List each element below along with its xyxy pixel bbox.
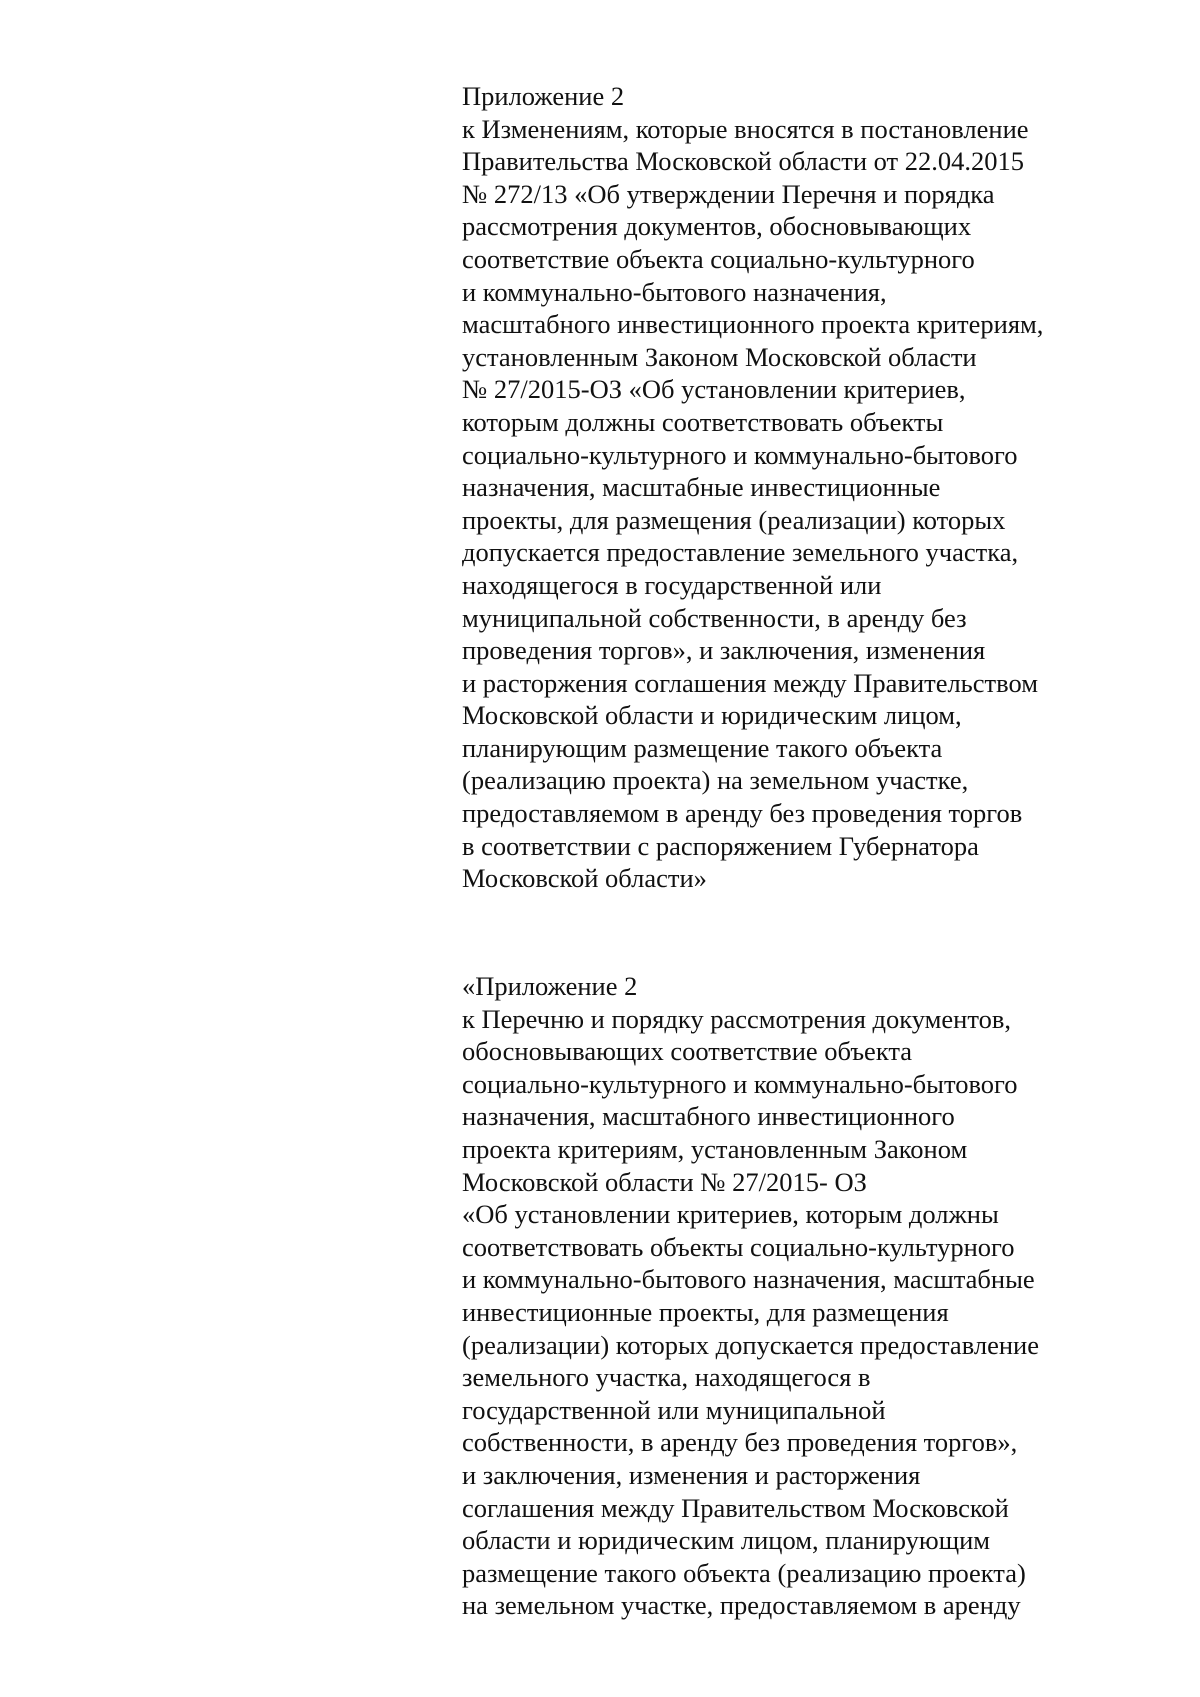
quoted-annex-line: земельного участка, находящегося в (462, 1362, 871, 1393)
annex-header-line: и коммунально-бытового назначения, (462, 276, 887, 307)
annex-header-line: проекты, для размещения (реализации) которых (462, 504, 1006, 535)
annex-header-line: масштабного инвестиционного проекта критериям, (462, 309, 1044, 340)
annex-header-line: планирующим размещение такого объекта (462, 732, 943, 763)
quoted-annex-line: к Перечню и порядку рассмотрения документов, (462, 1003, 1011, 1034)
annex-header-line: (реализацию проекта) на земельном участке, (462, 765, 969, 796)
annex-header-line: установленным Законом Московской области (462, 341, 977, 372)
annex-header-line: Московской области и юридическим лицом, (462, 700, 962, 731)
annex-header-line: Приложение 2 (462, 81, 625, 111)
quoted-annex-line: и заключения, изменения и расторжения (462, 1459, 921, 1490)
quoted-annex-block (462, 970, 1039, 1622)
quoted-annex-line: обосновывающих соответствие объекта (462, 1036, 913, 1067)
quoted-annex-line: государственной или муниципальной (462, 1394, 886, 1425)
quoted-annex-line: инвестиционные проекты, для размещения (462, 1296, 949, 1327)
annex-header-line: муниципальной собственности, в аренду без (462, 602, 967, 633)
annex-header-line: и расторжения соглашения между Правительством (462, 667, 1038, 698)
annex-header-line: назначения, масштабные инвестиционные (462, 472, 941, 503)
annex-header-line: которым должны соответствовать объекты (462, 406, 944, 437)
annex-header-line: предоставляемом в аренду без проведения торгов (462, 798, 1023, 829)
annex-header-line: находящегося в государственной или (462, 569, 882, 600)
quoted-annex-line: области и юридическим лицом, планирующим (462, 1525, 991, 1556)
quoted-annex-line: размещение такого объекта (реализацию проекта) (462, 1557, 1026, 1588)
annex-header-line: социально-культурного и коммунально-бытового (462, 439, 1018, 470)
quoted-annex-line: на земельном участке, предоставляемом в аренду (462, 1590, 1021, 1621)
quoted-annex-line: и коммунально-бытового назначения, масштабные (462, 1264, 1035, 1295)
quoted-annex-line: собственности, в аренду без проведения торгов», (462, 1427, 1018, 1458)
annex-header-line: в соответствии с распоряжением Губернатора (462, 830, 979, 861)
quoted-annex-line: Московской области № 27/2015- ОЗ (462, 1166, 867, 1197)
annex-header-line: Московской области» (462, 863, 707, 894)
annex-header-line: допускается предоставление земельного участка, (462, 537, 1019, 568)
annex-header-line: проведения торгов», и заключения, изменения (462, 635, 986, 666)
quoted-annex-line: «Об установлении критериев, которым должны (462, 1199, 999, 1230)
quoted-annex-line: (реализации) которых допускается предоставление (462, 1329, 1039, 1360)
annex-header-line: соответствие объекта социально-культурного (462, 243, 975, 274)
annex-header-block (462, 80, 1043, 895)
quoted-annex-line: социально-культурного и коммунально-бытового (462, 1068, 1018, 1099)
quoted-annex-line: назначения, масштабного инвестиционного (462, 1101, 955, 1132)
annex-header-line: к Изменениям, которые вносятся в постановление (462, 113, 1029, 144)
annex-header-line: Правительства Московской области от 22.04.2015 (462, 146, 1025, 177)
annex-header-line: рассмотрения документов, обосновывающих (462, 211, 972, 242)
annex-header-line: № 27/2015-ОЗ «Об установлении критериев, (462, 374, 966, 405)
quoted-annex-line: соглашения между Правительством Московской (462, 1492, 1009, 1523)
quoted-annex-line: проекта критериям, установленным Законом (462, 1133, 968, 1164)
annex-header-line: № 272/13 «Об утверждении Перечня и порядка (462, 178, 995, 209)
quoted-annex-line: соответствовать объекты социально-культурного (462, 1231, 1015, 1262)
quoted-annex-line: «Приложение 2 (462, 971, 638, 1001)
